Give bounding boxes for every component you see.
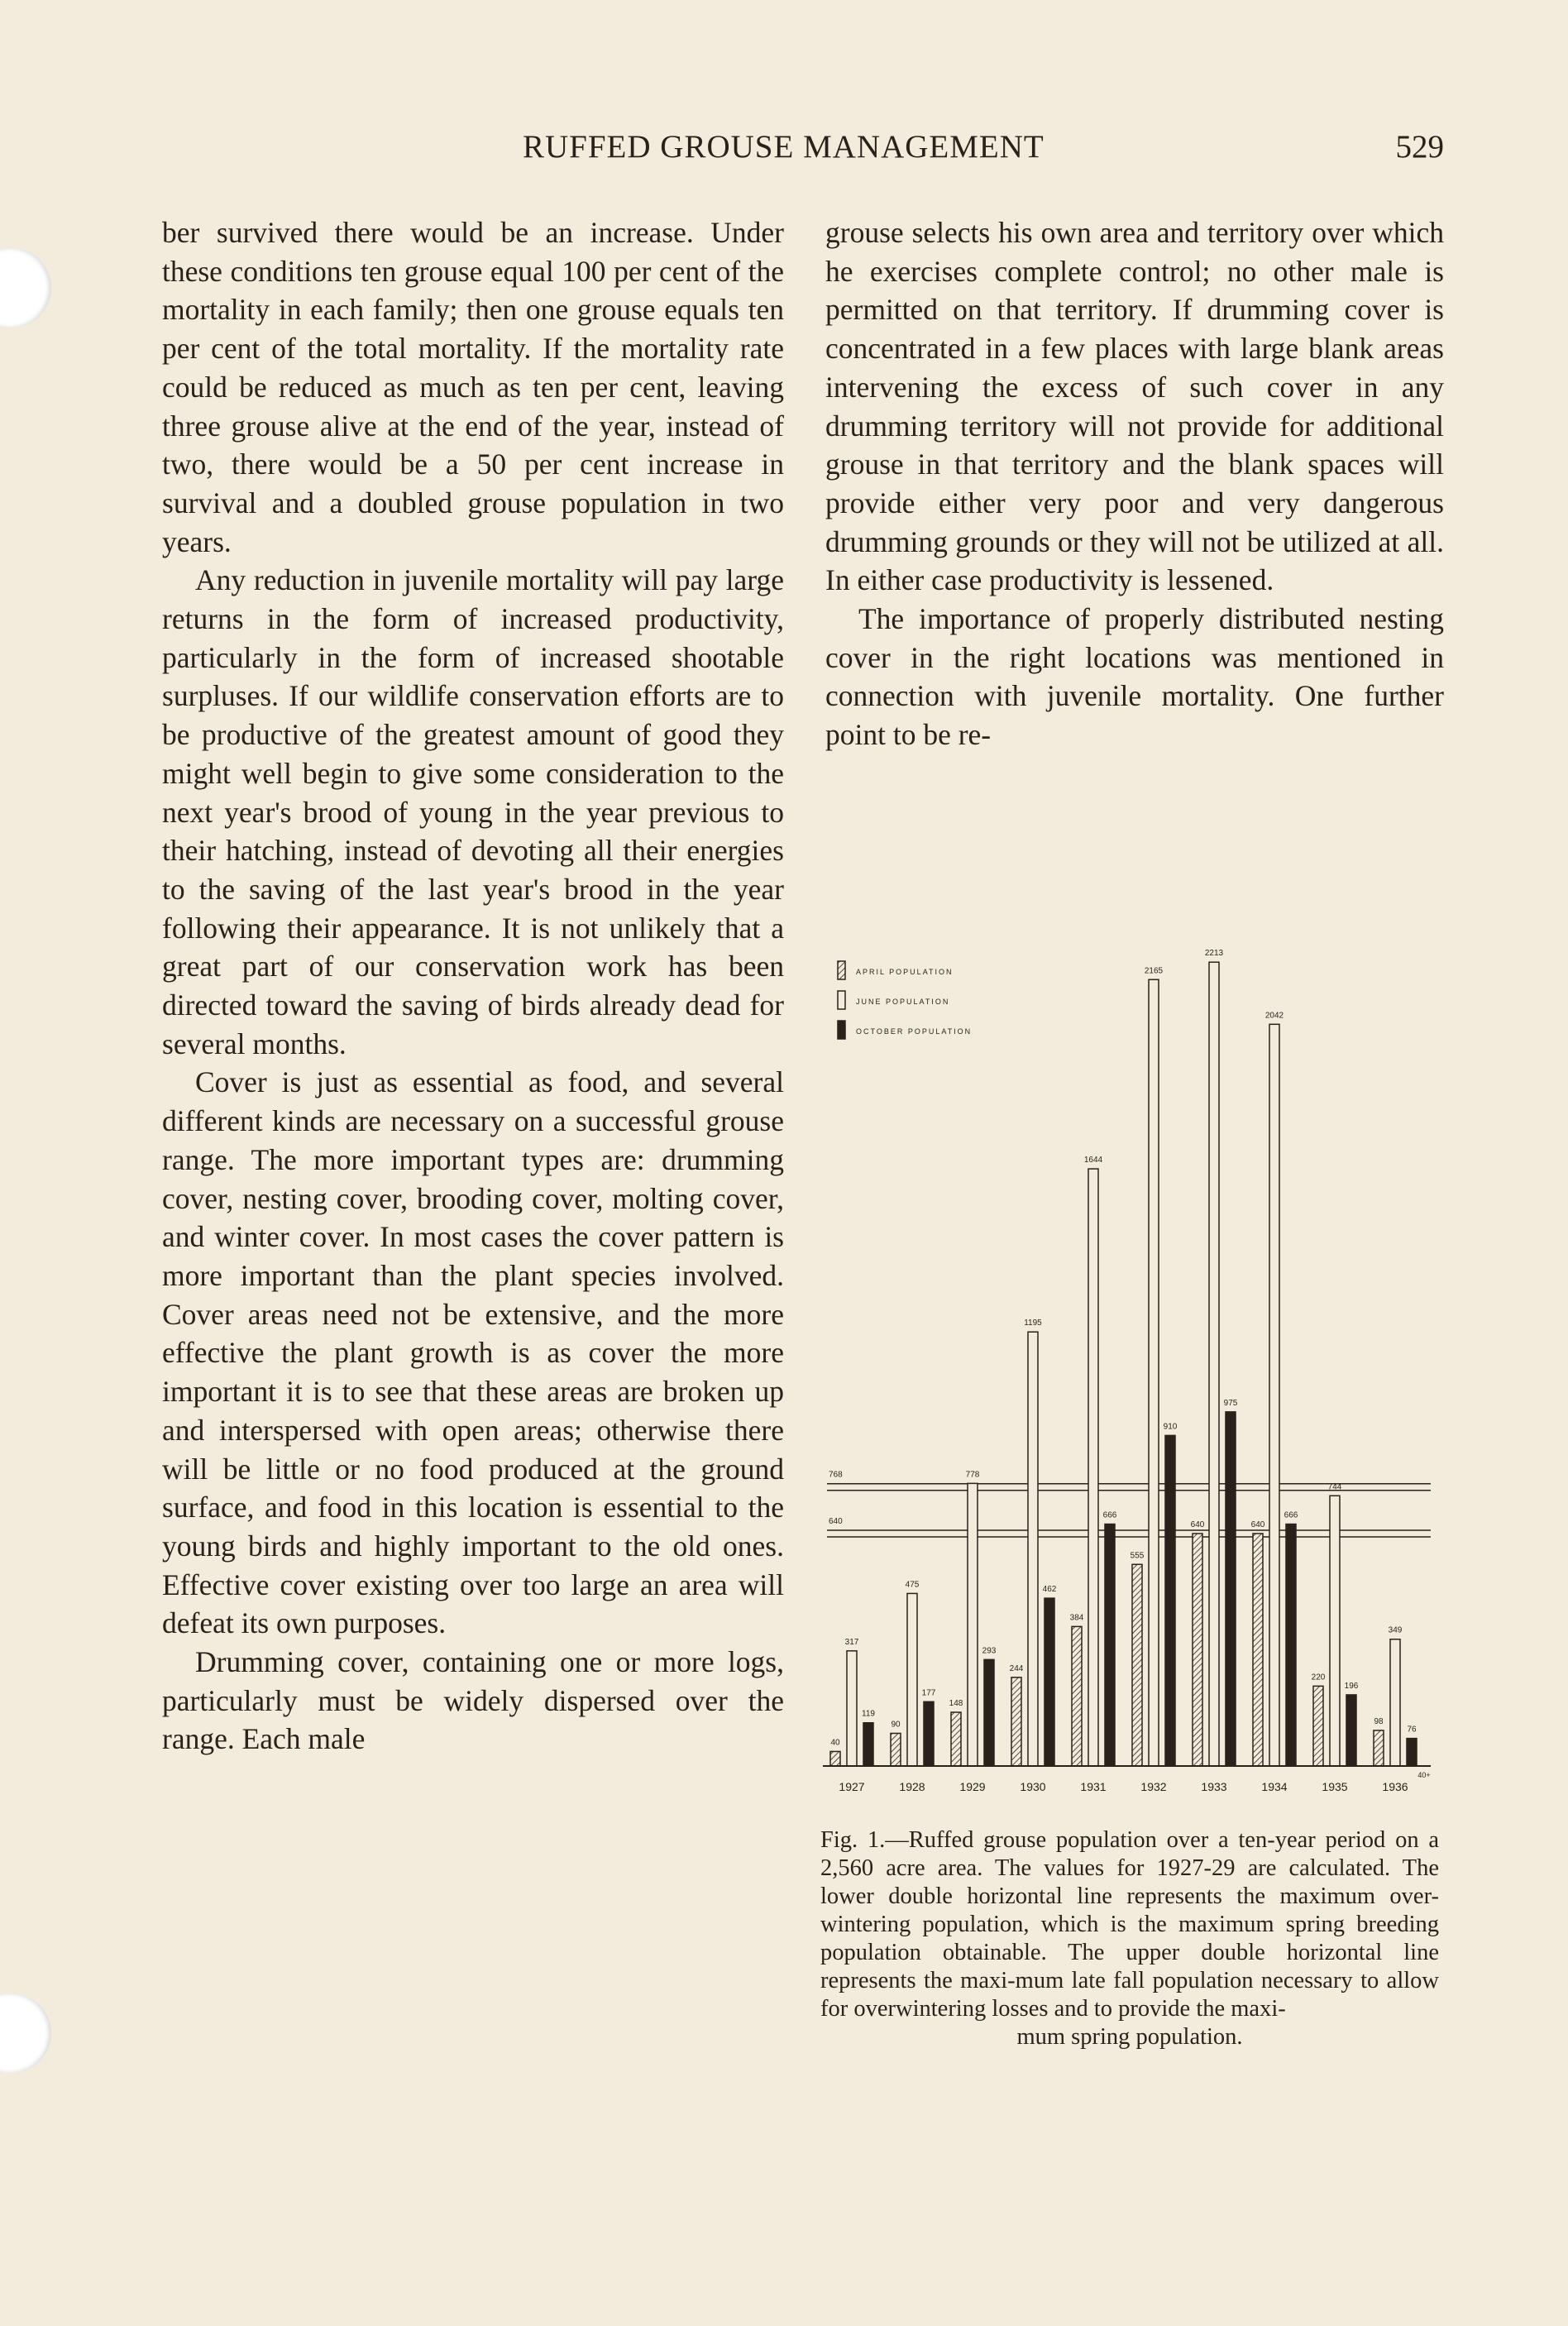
bar-april-population-1932 [1132, 1564, 1142, 1766]
bar-value-label: 90 [891, 1720, 901, 1730]
x-tick-label-1928: 1928 [899, 1780, 925, 1791]
legend-swatch-hatched [838, 961, 845, 979]
reference-line-label: 768 [829, 1470, 843, 1480]
bar-value-label: 2042 [1264, 1011, 1284, 1021]
paragraph: Drumming cover, containing one or more logs, particularly must be widely dispersed over the range. Each male [162, 1645, 784, 1756]
bar-april-population-1936 [1374, 1730, 1384, 1766]
bar-june-population-1932 [1149, 979, 1159, 1766]
bar-october-population-1928 [924, 1701, 934, 1766]
legend-label: APRIL POPULATION [856, 968, 954, 976]
x-tick-label-1931: 1931 [1080, 1780, 1107, 1791]
bar-june-population-1930 [1028, 1332, 1038, 1766]
paragraph: The importance of properly distributed nesting cover in the right locations was mentioned in connection with juvenile mortality. One further point to be re- [825, 602, 1444, 752]
paragraph: Any reduction in juvenile mortality will pay large returns in the form of increased productivity, particularly in the form of increased shootable surpluses. If our wildlife conservation efforts are to be productive of the greatest amount of good they might well begin to give some consideration to the next year's brood of young in the year previous to their hatching, instead of devoting all their energies to the saving of the last year's brood in the year following their appearance. It is not unlikely that a great part of our conservation work has been directed toward the saving of birds already dead for several months. [162, 563, 784, 1060]
legend-label: JUNE POPULATION [856, 998, 950, 1006]
bar-value-label: 555 [1130, 1551, 1145, 1561]
left-column [162, 213, 784, 1759]
bar-value-label: 640 [1250, 1520, 1265, 1529]
punch-hole-bottom [0, 1993, 51, 2073]
bar-value-label: 475 [905, 1580, 920, 1590]
x-tick-label-1932: 1932 [1140, 1780, 1167, 1791]
bar-october-population-1932 [1165, 1435, 1175, 1766]
bar-value-label: 910 [1163, 1422, 1178, 1432]
bar-value-label: 349 [1388, 1625, 1403, 1635]
bar-value-label: 744 [1327, 1482, 1342, 1492]
bar-value-label: 177 [921, 1688, 936, 1698]
x-tick-label-1936: 1936 [1382, 1780, 1408, 1791]
bar-value-label: 462 [1042, 1585, 1057, 1595]
bar-april-population-1927 [830, 1751, 840, 1766]
bar-value-label: 778 [965, 1470, 980, 1480]
bar-october-population-1933 [1226, 1412, 1236, 1766]
bar-value-label: 76 [1407, 1725, 1417, 1735]
reference-line-label: 640 [829, 1516, 843, 1526]
running-title: RUFFED GROUSE MANAGEMENT [523, 129, 1045, 165]
bar-value-label: 293 [982, 1646, 997, 1656]
bar-april-population-1935 [1313, 1686, 1323, 1766]
x-tick-label-1935: 1935 [1322, 1780, 1348, 1791]
bar-june-population-1928 [907, 1593, 917, 1766]
bar-april-population-1930 [1011, 1677, 1021, 1766]
right-column [825, 213, 1444, 754]
bar-value-label: 666 [1102, 1510, 1117, 1520]
bar-value-label: 975 [1223, 1398, 1238, 1408]
bar-value-label: 148 [949, 1699, 963, 1709]
bar-june-population-1929 [968, 1483, 978, 1766]
bar-april-population-1928 [891, 1733, 901, 1766]
caption-text: Fig. 1.—Ruffed grouse population over a ten-year period on a 2,560 acre area. The values for 1927-29 are calculated. The lower double horizontal line represents the maximum over-wintering population, which is the maximum spring breeding population obtainable. The upper double horizontal line represents the maxi-mum late fall population necessary to allow for overwintering losses and to provide the maxi- [820, 1827, 1439, 2022]
bar-value-label: 220 [1311, 1673, 1326, 1682]
x-tick-label-1927: 1927 [839, 1780, 865, 1791]
bar-june-population-1927 [847, 1651, 857, 1766]
paragraph: Cover is just as essential as food, and several different kinds are necessary on a successful grouse range. The more important types are: drumming cover, nesting cover, brooding cover, molting cover, and winter cover. In most cases the cover pattern is more important than the plant species involved. Cover areas need not be extensive, and the more effective the plant growth is as cover the more important it is to see that these areas are broken up and interspersed with open areas; otherwise there will be little or no food produced at the ground surface, and food in this location is essential to the young birds and highly important to the old ones. Effective cover existing over too large an area will defeat its own purposes. [162, 1065, 784, 1640]
x-tick-label-1929: 1929 [959, 1780, 986, 1791]
bar-value-label: 196 [1344, 1681, 1359, 1691]
bar-value-label: 244 [1009, 1663, 1024, 1673]
bar-june-population-1931 [1088, 1169, 1098, 1766]
bar-june-population-1935 [1330, 1496, 1340, 1766]
bar-value-label: 1195 [1024, 1319, 1042, 1328]
bar-value-label: 640 [1190, 1520, 1205, 1529]
bar-value-label: 2213 [1204, 949, 1224, 959]
page-number: 529 [1395, 129, 1444, 165]
bar-april-population-1931 [1072, 1626, 1082, 1766]
bar-october-population-1930 [1045, 1598, 1054, 1766]
bar-june-population-1934 [1269, 1024, 1279, 1766]
x-tick-label-1930: 1930 [1020, 1780, 1046, 1791]
population-chart [815, 910, 1443, 1791]
legend-swatch-open [838, 991, 845, 1009]
bar-value-label: 384 [1069, 1613, 1084, 1623]
bar-june-population-1933 [1209, 962, 1219, 1766]
bar-october-population-1931 [1105, 1524, 1115, 1766]
bar-value-label: 40 [830, 1738, 840, 1748]
bar-april-population-1933 [1193, 1534, 1202, 1766]
bar-value-label: 119 [862, 1709, 875, 1719]
x-tick-label-1933: 1933 [1201, 1780, 1227, 1791]
bar-value-label: 1644 [1083, 1156, 1103, 1165]
legend-swatch-solid [838, 1021, 845, 1039]
paragraph: ber survived there would be an increase. Under these conditions ten grouse equal 100 per cent of the mortality in each family; then one grouse equals ten per cent of the total mortality. If the mortality rate could be reduced as much as ten per cent, leaving three grouse alive at the end of the year, instead of two, there would be a 50 per cent increase in survival and a doubled grouse population in two years. [162, 216, 784, 558]
bar-value-label: 317 [844, 1637, 859, 1647]
bar-october-population-1929 [984, 1659, 994, 1766]
bar-value-label: 98 [1374, 1716, 1384, 1726]
bar-october-population-1935 [1346, 1695, 1356, 1766]
bar-value-label: 2165 [1144, 966, 1164, 976]
paragraph: grouse selects his own area and territory over which he exercises complete control; no other male is permitted on that territory. If drumming cover is concentrated in a few places with large blank areas intervening the excess of such cover in any drumming territory will not provide for additional grouse in that territory and the blank spaces will provide either very poor and very dangerous drumming grounds or they will not be utilized at all. In either case productivity is lessened. [825, 216, 1444, 597]
page-header [162, 128, 1444, 170]
bar-value-label: 666 [1284, 1510, 1298, 1520]
bar-april-population-1929 [951, 1712, 961, 1766]
bar-april-population-1934 [1253, 1534, 1263, 1766]
caption-last-line: mum spring population. [1016, 2024, 1243, 2050]
legend-label: OCTOBER POPULATION [856, 1027, 973, 1036]
bar-october-population-1927 [863, 1723, 873, 1766]
extra-annotation: 40+ [1417, 1771, 1431, 1779]
bar-october-population-1936 [1407, 1739, 1417, 1766]
bar-june-population-1936 [1390, 1639, 1400, 1766]
bar-october-population-1934 [1286, 1524, 1296, 1766]
punch-hole-top [0, 248, 51, 328]
figure-caption [820, 1826, 1439, 2051]
x-tick-label-1934: 1934 [1261, 1780, 1288, 1791]
chart-svg [815, 910, 1443, 1791]
